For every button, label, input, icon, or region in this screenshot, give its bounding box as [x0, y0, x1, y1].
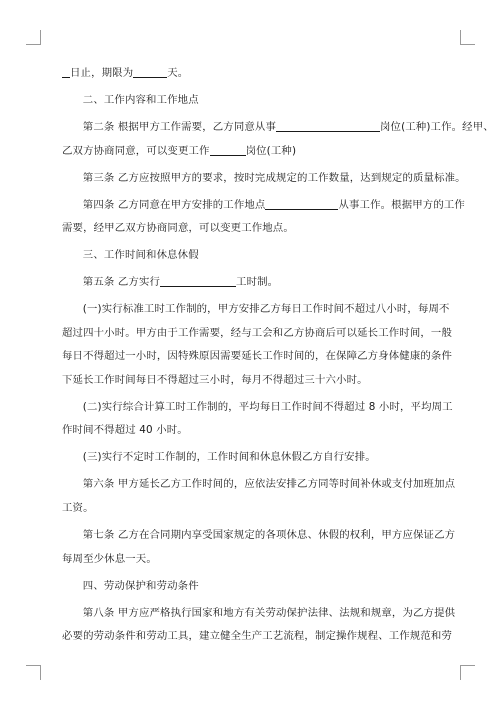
text-run: 天。 — [167, 67, 189, 79]
blank-field-work-location — [265, 197, 338, 210]
blank-field-new-position — [210, 143, 246, 156]
text-run: 第四条 乙方同意在甲方安排的工作地点 — [82, 198, 266, 211]
article-4-line-1 — [62, 194, 465, 218]
article-8-line-1: 第八条 甲方应严格执行国家和地方有关劳动保护法律、法规和规章，为乙方提供 — [82, 606, 456, 619]
clause-standard-hours — [62, 298, 452, 392]
text-run: 从事工作。根据甲方的工作 — [338, 198, 465, 211]
text-run: 乙双方协商同意，可以变更工作 — [62, 144, 210, 157]
clause-line: (一)实行标准工时工作制的，甲方安排乙方每日工作时间不超过八小时，每周不 — [82, 303, 450, 316]
clause-line: 超过四十小时。甲方由于工作需要，经与工会和乙方协商后可以延长工作时间，一般 — [62, 326, 452, 339]
crop-mark-bottom-right — [460, 665, 475, 680]
clause-line: 下延长工作时间每日不得超过三小时，每月不得超过三十六小时。 — [62, 373, 368, 386]
section-heading-labor-protection: 四、劳动保护和劳动条件 — [82, 579, 199, 592]
text-run: 岗位(工种)工作。经甲、 — [379, 120, 494, 133]
article-2-line-1 — [62, 116, 494, 140]
crop-mark-top-right — [460, 30, 475, 45]
clause-flexible-hours: (三)实行不定时工作制的，工作时间和休息休假乙方自行安排。 — [82, 451, 376, 464]
blank-field-days — [133, 65, 167, 78]
article-2-line-2 — [62, 140, 442, 164]
article-5 — [62, 271, 442, 295]
term-period-line — [62, 62, 442, 86]
article-4-line-2: 需要，经甲乙双方协商同意，可以变更工作地点。 — [62, 222, 294, 235]
article-7-line-1: 第七条 乙方在合同期内享受国家规定的各项休息、休假的权利，甲方应保证乙方 — [82, 528, 456, 541]
article-7-line-2: 每周至少休息一天。 — [62, 552, 157, 565]
document-body — [62, 62, 494, 652]
clause-line: 作时间不得超过 40 小时。 — [62, 424, 188, 437]
text-run: 日止，期限为 — [70, 67, 134, 79]
article-2 — [62, 116, 494, 163]
article-4 — [62, 194, 465, 241]
article-3: 第三条 乙方应按照甲方的要求，按时完成规定的工作数量，达到规定的质量标准。 — [82, 171, 466, 184]
article-6-line-1: 第六条 甲方延长乙方工作时间的，应依法安排乙方同等时间补休或支付加班加点 — [82, 478, 456, 491]
section-heading-work-hours: 三、工作时间和休息休假 — [82, 249, 199, 262]
article-8-line-2: 必要的劳动条件和劳动工具，建立健全生产工艺流程，制定操作规程、工作规范和劳 — [62, 630, 452, 643]
crop-mark-bottom-left — [26, 665, 41, 680]
clause-comprehensive-hours — [62, 396, 453, 443]
text-run: 第五条 乙方实行 — [82, 276, 161, 289]
article-7 — [62, 524, 456, 571]
article-6-line-2: 工资。 — [62, 502, 94, 514]
blank-field-position — [276, 119, 380, 132]
blank-field-date — [62, 65, 70, 78]
text-run: 第二条 根据甲方工作需要，乙方同意从事 — [82, 120, 276, 133]
clause-line: (二)实行综合计算工时工作制的，平均每日工作时间不得超过 8 小时，平均周工 — [82, 400, 453, 413]
text-run: 岗位(工种) — [245, 144, 297, 157]
text-run: 工时制。 — [236, 276, 279, 289]
article-6 — [62, 473, 456, 520]
section-heading-work-content: 二、工作内容和工作地点 — [82, 93, 199, 106]
crop-mark-top-left — [26, 30, 41, 45]
article-8 — [62, 602, 456, 649]
blank-field-hours-system — [160, 274, 236, 287]
clause-line: 每日不得超过一小时，因特殊原因需要延长工作时间的，在保障乙方身体健康的条件 — [62, 350, 452, 363]
